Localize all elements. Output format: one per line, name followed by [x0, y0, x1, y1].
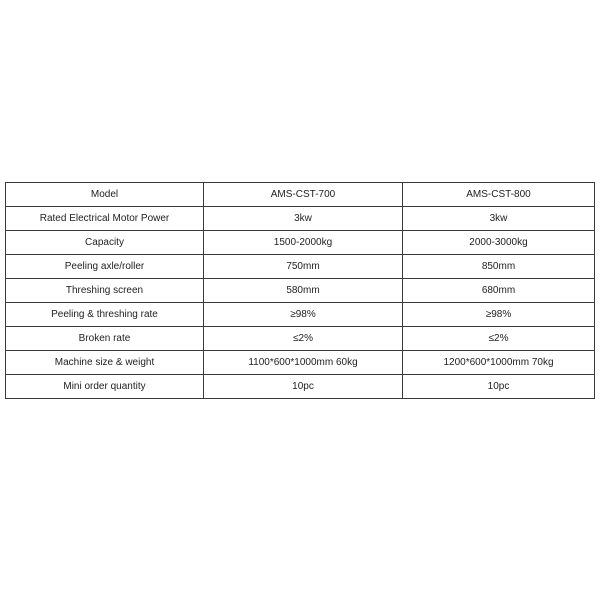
table-row-capacity — [6, 231, 595, 255]
cell-value: 580mm — [204, 279, 403, 303]
table-row-motor-power — [6, 207, 595, 231]
table-row-size-weight — [6, 351, 595, 375]
table-row-min-order — [6, 375, 595, 399]
cell-value: 850mm — [403, 255, 595, 279]
table-row-peeling-axle — [6, 255, 595, 279]
table-row-model — [6, 183, 595, 207]
cell-value: 3kw — [204, 207, 403, 231]
row-label: Threshing screen — [6, 279, 204, 303]
cell-value: 10pc — [403, 375, 595, 399]
row-label: Capacity — [6, 231, 204, 255]
cell-value: 750mm — [204, 255, 403, 279]
cell-value: 2000-3000kg — [403, 231, 595, 255]
cell-value: ≤2% — [403, 327, 595, 351]
table-row-broken-rate — [6, 327, 595, 351]
row-label: Broken rate — [6, 327, 204, 351]
cell-model-800: AMS-CST-800 — [403, 183, 595, 207]
row-label: Mini order quantity — [6, 375, 204, 399]
row-label: Peeling axle/roller — [6, 255, 204, 279]
table-row-threshing-screen — [6, 279, 595, 303]
row-label: Peeling & threshing rate — [6, 303, 204, 327]
cell-model-700: AMS-CST-700 — [204, 183, 403, 207]
spec-table — [5, 182, 595, 399]
cell-value: ≤2% — [204, 327, 403, 351]
cell-value: 680mm — [403, 279, 595, 303]
row-label: Model — [6, 183, 204, 207]
cell-value: 1100*600*1000mm 60kg — [204, 351, 403, 375]
cell-value: ≥98% — [204, 303, 403, 327]
table-row-peeling-rate — [6, 303, 595, 327]
cell-value: 1500-2000kg — [204, 231, 403, 255]
cell-value: 1200*600*1000mm 70kg — [403, 351, 595, 375]
cell-value: ≥98% — [403, 303, 595, 327]
cell-value: 10pc — [204, 375, 403, 399]
row-label: Machine size & weight — [6, 351, 204, 375]
row-label: Rated Electrical Motor Power — [6, 207, 204, 231]
cell-value: 3kw — [403, 207, 595, 231]
